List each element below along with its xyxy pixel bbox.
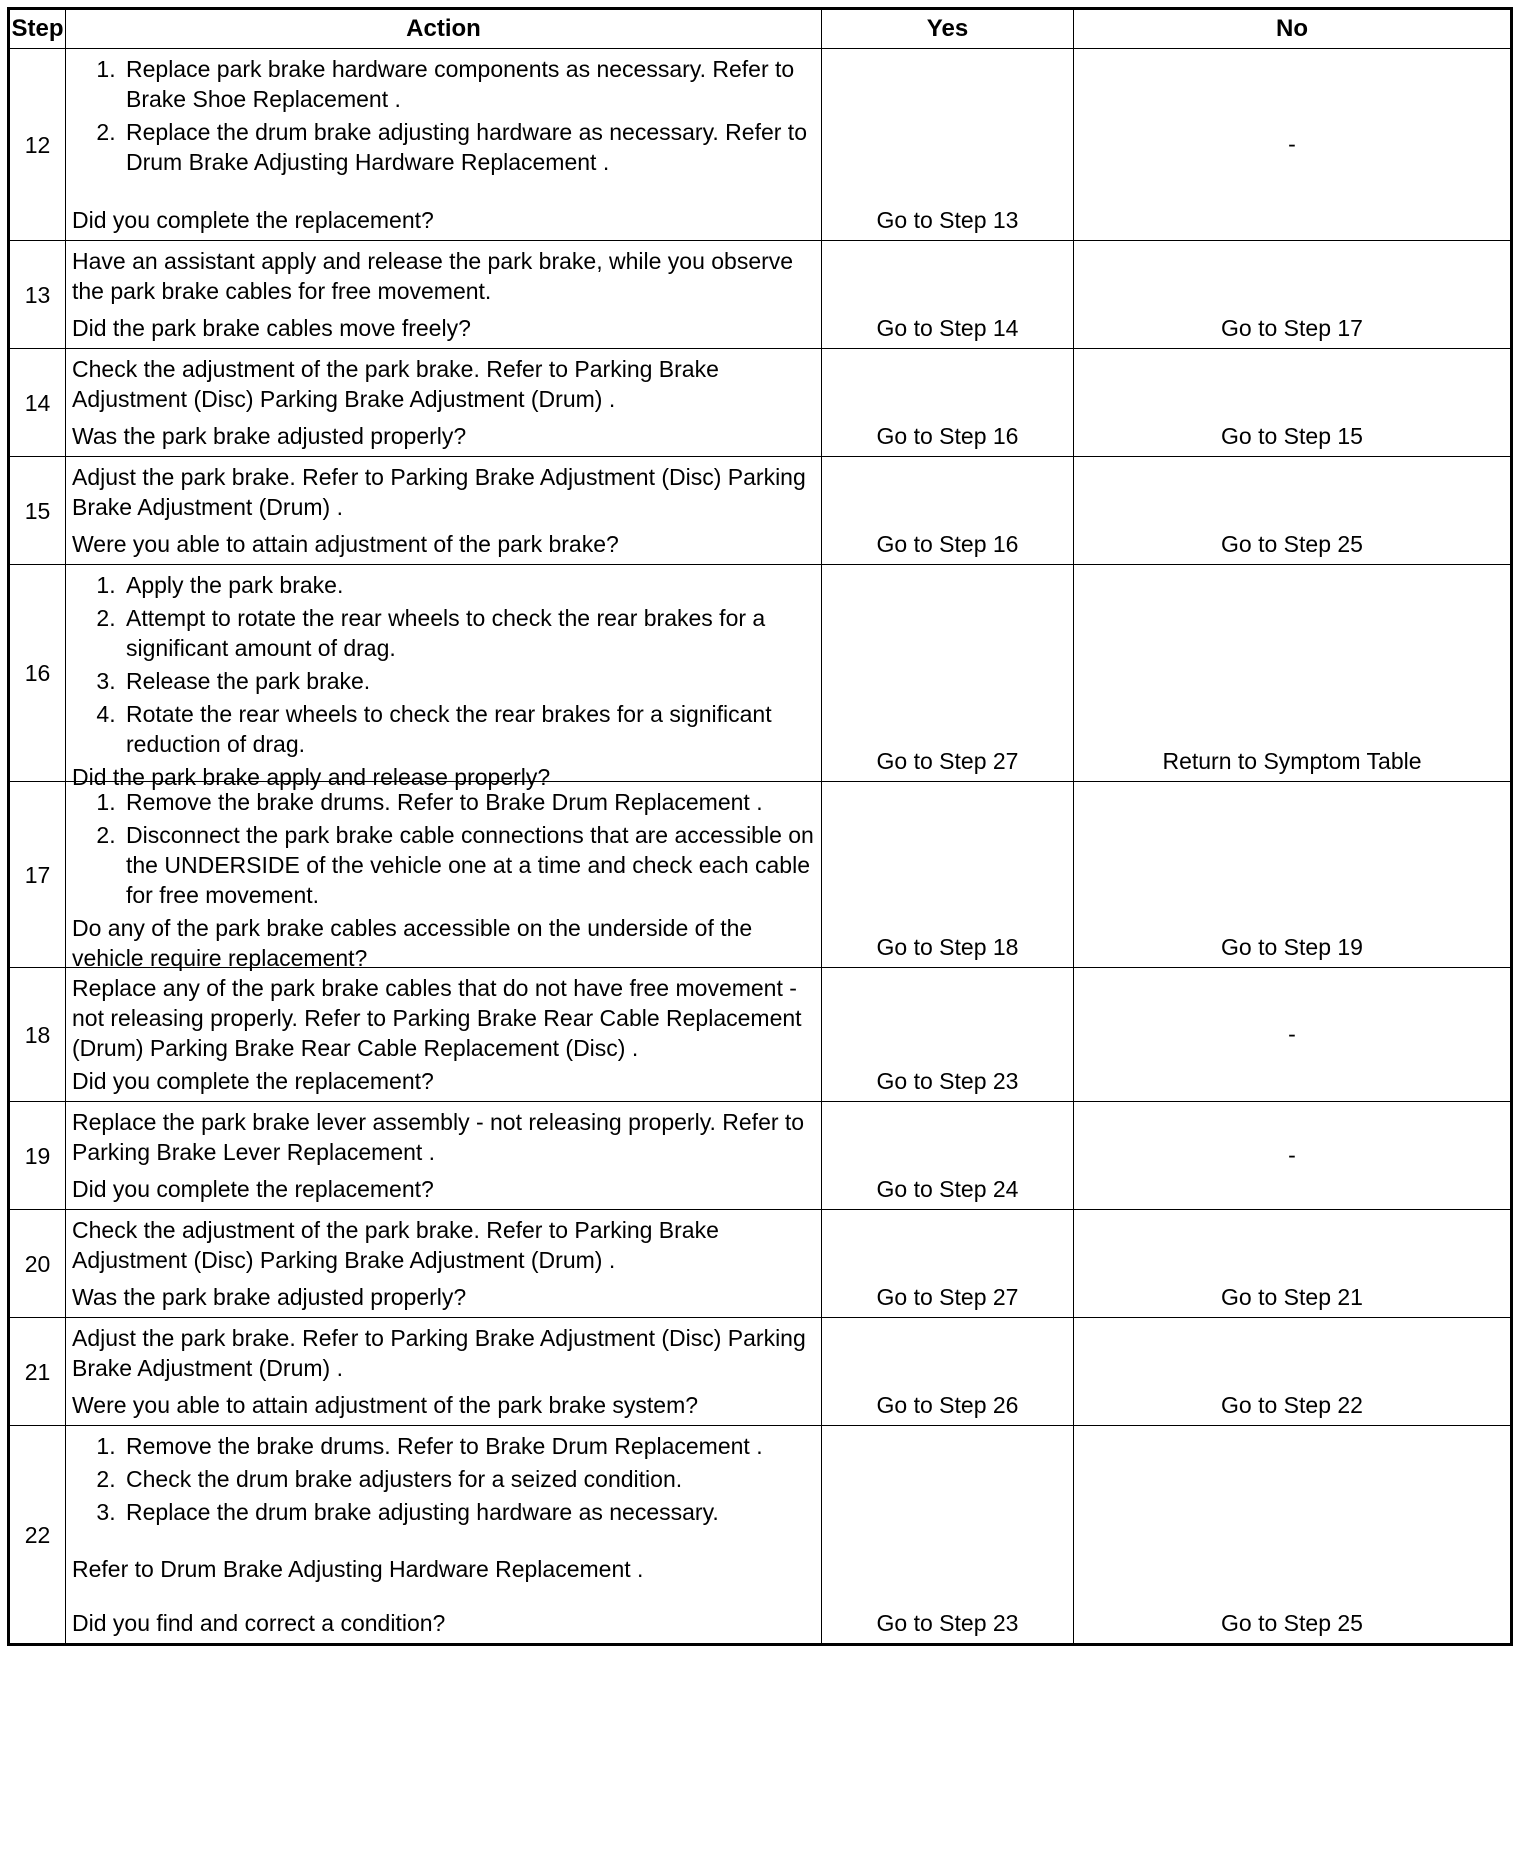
action-step-item: 4. Rotate the rear wheels to check the rear brakes for a significant reduction of drag. bbox=[122, 699, 815, 759]
action-instructions bbox=[72, 1431, 815, 1584]
no-result: Go to Step 15 bbox=[1074, 349, 1512, 457]
action-text: Check the adjustment of the park brake. Refer to Parking Brake Adjustment (Disc) Parking Brake Adjustment (Drum) . bbox=[72, 1217, 719, 1273]
action-step-item: 2. Check the drum brake adjusters for a seized condition. bbox=[122, 1464, 815, 1494]
table-row bbox=[9, 1426, 1512, 1645]
no-result: Go to Step 21 bbox=[1074, 1210, 1512, 1318]
action-content bbox=[72, 1107, 815, 1204]
action-question: Did you complete the replacement? bbox=[72, 1176, 434, 1202]
no-result: Go to Step 22 bbox=[1074, 1318, 1512, 1426]
no-result: - bbox=[1074, 968, 1512, 1102]
step-number: 17 bbox=[9, 782, 66, 968]
action-content bbox=[72, 973, 815, 1096]
table-row bbox=[9, 968, 1512, 1102]
step-number: 14 bbox=[9, 349, 66, 457]
table-body bbox=[9, 49, 1512, 1645]
action-content bbox=[72, 354, 815, 451]
action-cell bbox=[66, 782, 822, 971]
table-row bbox=[9, 349, 1512, 457]
no-result: Return to Symptom Table bbox=[1074, 565, 1512, 782]
action-cell bbox=[66, 1102, 822, 1210]
header-step: Step bbox=[9, 9, 66, 49]
action-step-item: 2. Replace the drum brake adjusting hardware as necessary. Refer to Drum Brake Adjusting Hardware Replacement . bbox=[122, 117, 815, 177]
action-content bbox=[72, 1215, 815, 1312]
action-content bbox=[72, 1323, 815, 1420]
action-question: Did you complete the replacement? bbox=[72, 1068, 434, 1094]
action-text: Adjust the park brake. Refer to Parking Brake Adjustment (Disc) Parking Brake Adjustment (Drum) . bbox=[72, 464, 806, 520]
yes-result: Go to Step 18 bbox=[822, 782, 1074, 968]
step-number: 15 bbox=[9, 457, 66, 565]
table-row bbox=[9, 565, 1512, 782]
action-instructions bbox=[72, 973, 815, 1063]
action-instructions bbox=[72, 787, 815, 913]
no-result: Go to Step 19 bbox=[1074, 782, 1512, 968]
step-number: 18 bbox=[9, 968, 66, 1102]
yes-result: Go to Step 13 bbox=[822, 49, 1074, 241]
header-no: No bbox=[1074, 9, 1512, 49]
no-result: Go to Step 25 bbox=[1074, 457, 1512, 565]
action-instructions bbox=[72, 1323, 815, 1383]
action-content bbox=[72, 787, 815, 971]
action-steps-list bbox=[72, 787, 815, 910]
action-question: Did the park brake cables move freely? bbox=[72, 315, 471, 341]
table-header-row bbox=[9, 9, 1512, 49]
table-row bbox=[9, 241, 1512, 349]
action-text: Check the adjustment of the park brake. Refer to Parking Brake Adjustment (Disc) Parking Brake Adjustment (Drum) . bbox=[72, 356, 719, 412]
action-instructions bbox=[72, 54, 815, 180]
yes-result: Go to Step 27 bbox=[822, 1210, 1074, 1318]
action-instructions bbox=[72, 462, 815, 522]
header-yes: Yes bbox=[822, 9, 1074, 49]
yes-result: Go to Step 23 bbox=[822, 968, 1074, 1102]
action-question: Do any of the park brake cables accessible on the underside of the vehicle require replacement? bbox=[72, 915, 753, 971]
action-question: Did you find and correct a condition? bbox=[72, 1610, 446, 1636]
step-number: 22 bbox=[9, 1426, 66, 1645]
action-steps-list bbox=[72, 54, 815, 177]
action-content bbox=[72, 570, 815, 790]
table-row bbox=[9, 1318, 1512, 1426]
action-step-item: 1. Apply the park brake. bbox=[122, 570, 815, 600]
step-number: 21 bbox=[9, 1318, 66, 1426]
yes-result: Go to Step 26 bbox=[822, 1318, 1074, 1426]
action-content bbox=[72, 462, 815, 559]
step-number: 19 bbox=[9, 1102, 66, 1210]
action-cell bbox=[66, 49, 822, 241]
action-text: Replace the park brake lever assembly - not releasing properly. Refer to Parking Brake Lever Replacement . bbox=[72, 1109, 805, 1165]
diagnostic-steps-table bbox=[7, 7, 1513, 1646]
yes-result: Go to Step 27 bbox=[822, 565, 1074, 782]
action-instructions bbox=[72, 246, 815, 306]
action-question: Were you able to attain adjustment of the park brake? bbox=[72, 531, 619, 557]
action-cell bbox=[66, 968, 822, 1102]
procedure-table-container bbox=[7, 7, 1510, 1646]
action-step-item: 3. Release the park brake. bbox=[122, 666, 815, 696]
action-step-item: 1. Remove the brake drums. Refer to Brake Drum Replacement . bbox=[122, 1431, 815, 1461]
action-steps-list bbox=[72, 1431, 815, 1527]
table-row bbox=[9, 1210, 1512, 1318]
action-instructions bbox=[72, 1215, 815, 1275]
action-cell bbox=[66, 1318, 822, 1426]
action-question: Was the park brake adjusted properly? bbox=[72, 1284, 467, 1310]
action-step-item: 2. Attempt to rotate the rear wheels to check the rear brakes for a significant amount of drag. bbox=[122, 603, 815, 663]
table-row bbox=[9, 49, 1512, 241]
table-row bbox=[9, 457, 1512, 565]
action-text: Adjust the park brake. Refer to Parking Brake Adjustment (Disc) Parking Brake Adjustment (Drum) . bbox=[72, 1325, 806, 1381]
action-question: Were you able to attain adjustment of the park brake system? bbox=[72, 1392, 699, 1418]
yes-result: Go to Step 16 bbox=[822, 349, 1074, 457]
action-reference-text: Refer to Drum Brake Adjusting Hardware Replacement . bbox=[72, 1556, 644, 1582]
table-row bbox=[9, 1102, 1512, 1210]
step-number: 13 bbox=[9, 241, 66, 349]
table-row bbox=[9, 782, 1512, 968]
action-question: Did you complete the replacement? bbox=[72, 207, 434, 233]
no-result: Go to Step 17 bbox=[1074, 241, 1512, 349]
yes-result: Go to Step 23 bbox=[822, 1426, 1074, 1645]
action-cell bbox=[66, 1210, 822, 1318]
no-result: - bbox=[1074, 49, 1512, 241]
step-number: 12 bbox=[9, 49, 66, 241]
action-text: Have an assistant apply and release the park brake, while you observe the park brake cables for free movement. bbox=[72, 248, 794, 304]
action-step-item: 1. Remove the brake drums. Refer to Brake Drum Replacement . bbox=[122, 787, 815, 817]
action-cell bbox=[66, 241, 822, 349]
action-step-item: 2. Disconnect the park brake cable connections that are accessible on the UNDERSIDE of the vehicle one at a time and check each cable for free movement. bbox=[122, 820, 815, 910]
action-steps-list bbox=[72, 570, 815, 759]
action-content bbox=[72, 1431, 815, 1638]
action-cell bbox=[66, 1426, 822, 1645]
yes-result: Go to Step 24 bbox=[822, 1102, 1074, 1210]
no-result: Go to Step 25 bbox=[1074, 1426, 1512, 1645]
action-cell bbox=[66, 349, 822, 457]
action-question: Did the park brake apply and release properly? bbox=[72, 764, 551, 790]
no-result: - bbox=[1074, 1102, 1512, 1210]
action-text: Replace any of the park brake cables that do not have free movement - not releasing properly. Refer to Parking Brake Rear Cable Replacement (Drum) Parking Brake Rear Cable Replacement (Disc) . bbox=[72, 975, 802, 1061]
yes-result: Go to Step 16 bbox=[822, 457, 1074, 565]
step-number: 16 bbox=[9, 565, 66, 782]
header-action: Action bbox=[66, 9, 822, 49]
action-content bbox=[72, 246, 815, 343]
action-instructions bbox=[72, 1107, 815, 1167]
yes-result: Go to Step 14 bbox=[822, 241, 1074, 349]
action-cell bbox=[66, 565, 822, 790]
action-content bbox=[72, 54, 815, 235]
action-step-item: 1. Replace park brake hardware components as necessary. Refer to Brake Shoe Replacement . bbox=[122, 54, 815, 114]
action-instructions bbox=[72, 570, 815, 762]
action-cell bbox=[66, 457, 822, 565]
action-question: Was the park brake adjusted properly? bbox=[72, 423, 467, 449]
action-instructions bbox=[72, 354, 815, 414]
step-number: 20 bbox=[9, 1210, 66, 1318]
action-step-item: 3. Replace the drum brake adjusting hardware as necessary. bbox=[122, 1497, 815, 1527]
